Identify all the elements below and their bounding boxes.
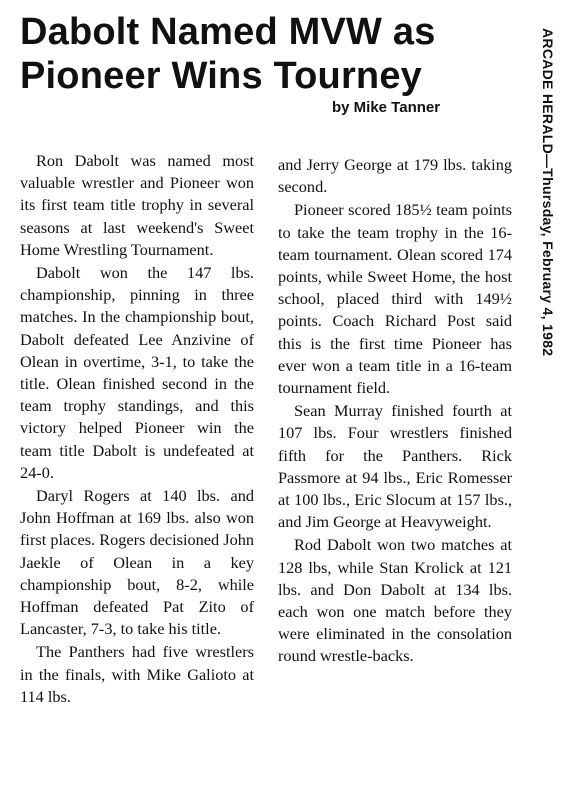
article-column-left bbox=[20, 150, 254, 709]
paragraph: and Jerry George at 179 lbs. taking second. bbox=[278, 155, 512, 197]
paragraph: Daryl Rogers at 140 lbs. and John Hoffman at 169 lbs. also won first places. Rogers decisioned John Jaekle of Olean in a key championship bout, 8-2, while Hoffman defeated Pat Zito of Lancaster, 7-3, to take his title. bbox=[20, 486, 254, 639]
headline bbox=[20, 10, 520, 98]
headline-line-2: Pioneer Wins Tourney bbox=[20, 55, 423, 97]
side-credit: ARCADE HERALD—Thursday, February 4, 1982 bbox=[540, 28, 556, 357]
paragraph: Sean Murray finished fourth at 107 lbs. Four wrestlers finished fifth for the Panthers. Rick Passmore at 94 lbs., Eric Romesser at 100 lbs., Eric Slocum at 157 lbs., and Jim George at Heavyweight. bbox=[278, 401, 512, 532]
paragraph: The Panthers had five wrestlers in the finals, with Mike Galioto at 114 lbs. bbox=[20, 642, 254, 706]
paragraph: Pioneer scored 185½ team points to take the team trophy in the 16-team tournament. Olean scored 174 points, while Sweet Home, the host school, placed third with 149½ points. Coach Richard Post said this is the first time Pioneer has ever won a team title in a 16-team tournament field. bbox=[278, 200, 512, 398]
paragraph: Ron Dabolt was named most valuable wrestler and Pioneer won its first team title trophy in several seasons at last weekend's Sweet Home Wrestling Tournament. bbox=[20, 151, 254, 259]
paragraph: Dabolt won the 147 lbs. championship, pinning in three matches. In the championship bout, Dabolt defeated Lee Anzivine of Olean in overtime, 3-1, to take the title. Olean finished second in the team trophy standings, and this victory helped Pioneer win the team title Dabolt is undefeated at 24-0. bbox=[20, 263, 254, 482]
paragraph: Rod Dabolt won two matches at 128 lbs, while Stan Krolick at 121 lbs. and Don Dabolt at 134 lbs. each won one match before they were eliminated in the consolation round wrestle-backs. bbox=[278, 535, 512, 666]
article-column-right bbox=[278, 154, 512, 669]
headline-line-1: Dabolt Named MVW as bbox=[20, 11, 436, 53]
byline: by Mike Tanner bbox=[332, 99, 441, 116]
